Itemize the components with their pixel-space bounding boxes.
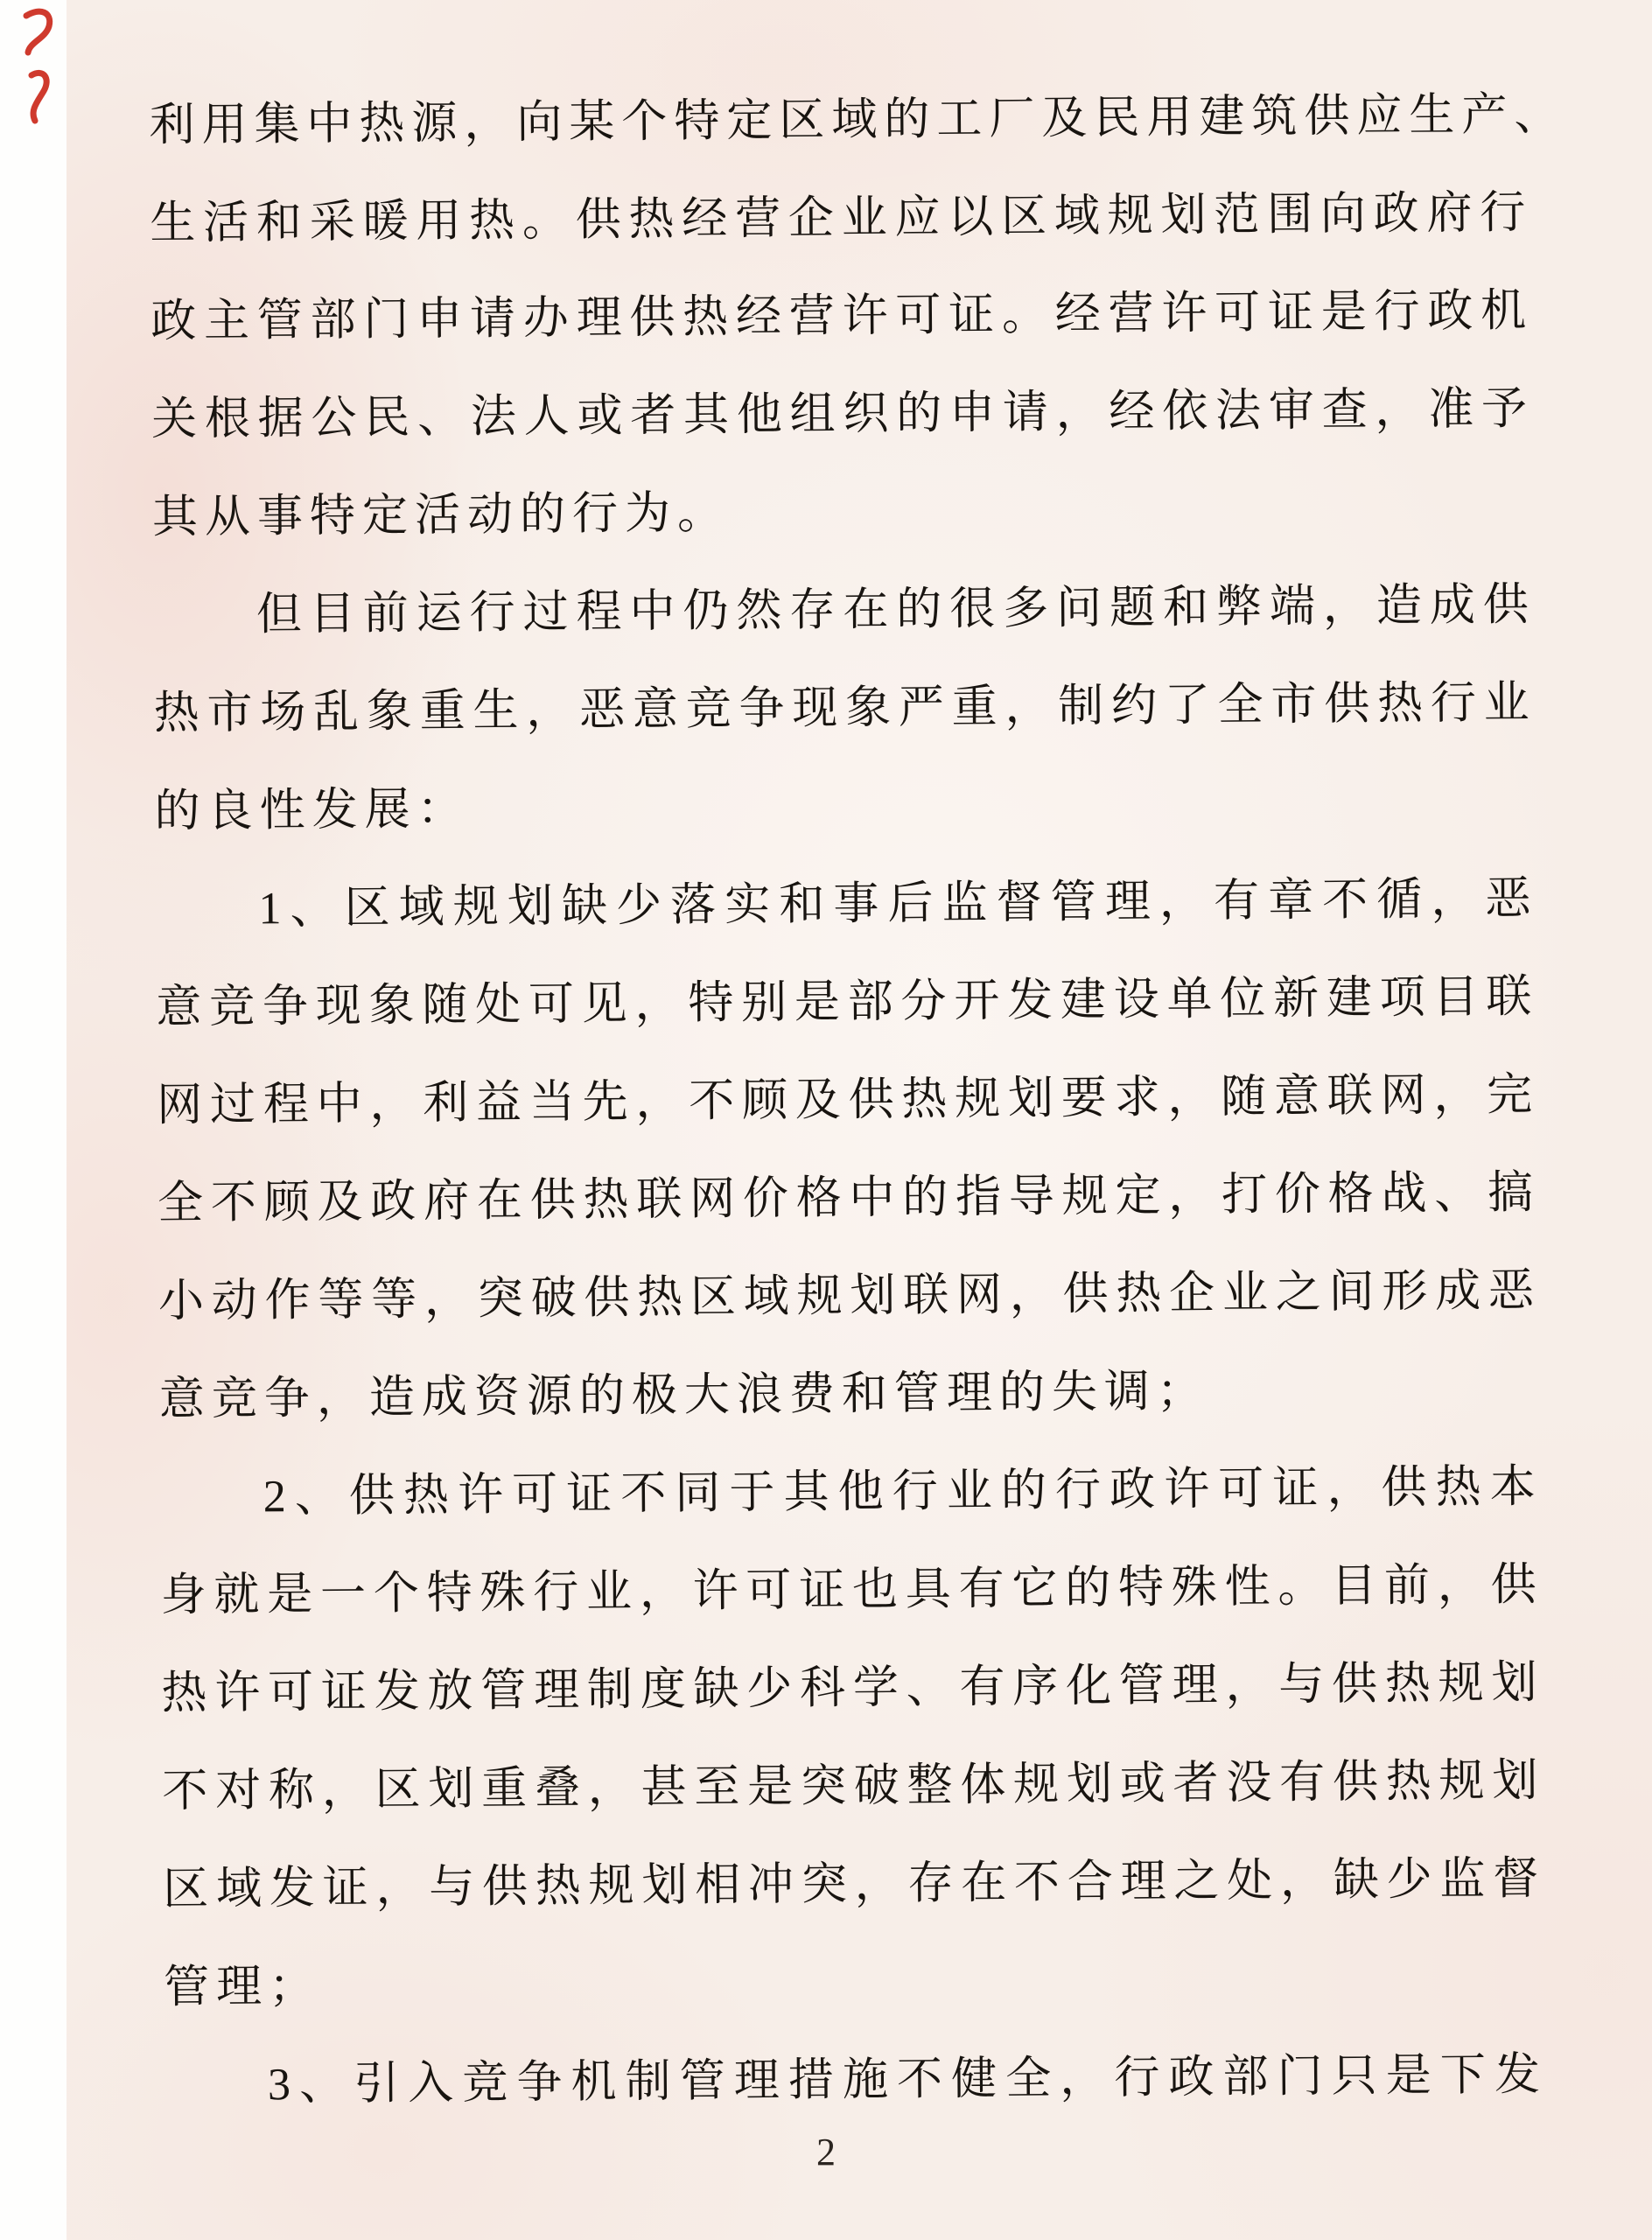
text-line <box>158 1340 1542 1449</box>
text-line <box>152 556 1536 665</box>
text-line-content: 区域发证，与供热规划相冲突，存在不合理之处，缺少监督 <box>163 1853 1546 1915</box>
text-line-content: 利用集中热源，向某个特定区域的工厂及民用建筑供应生产、 <box>149 89 1567 151</box>
text-line <box>163 1830 1546 1939</box>
text-line <box>162 1732 1545 1841</box>
text-line-content: 不对称，区划重叠，甚至是突破整体规划或者没有供热规划 <box>162 1755 1545 1817</box>
text-line-content: 热市场乱象重生，恶意竞争现象严重，制约了全市供热行业 <box>153 677 1536 739</box>
text-line <box>149 66 1567 175</box>
text-line-content: 热许可证发放管理制度缺少科学、有序化管理，与供热规划 <box>161 1657 1544 1719</box>
body-text <box>149 66 1567 2135</box>
text-line-content: 意竞争，造成资源的极大浪费和管理的失调； <box>158 1366 1210 1425</box>
text-line <box>160 1536 1544 1645</box>
text-line <box>153 654 1536 763</box>
page-number: 2 <box>816 2131 836 2174</box>
text-line-content: 其从事特定活动的行为。 <box>151 488 731 543</box>
text-line <box>154 752 1537 861</box>
text-line <box>158 1144 1541 1253</box>
text-line-content: 生活和采暖用热。供热经营企业应以区域规划范围向政府行 <box>150 187 1533 249</box>
text-line <box>152 458 1536 567</box>
text-line-content: 政主管部门申请办理供热经营许可证。经营许可证是行政机 <box>150 285 1534 347</box>
text-line <box>150 262 1534 371</box>
text-line-content: 全不顾及政府在供热联网价格中的指导规定，打价格战、搞 <box>157 1167 1541 1229</box>
text-line-content: 小动作等等，突破供热区域规划联网，供热企业之间形成恶 <box>158 1265 1542 1327</box>
text-line-content: 的良性发展： <box>154 784 470 837</box>
text-line <box>150 164 1533 273</box>
text-line <box>157 1046 1540 1155</box>
text-line <box>164 2026 1548 2135</box>
text-line <box>155 850 1538 959</box>
text-line <box>151 360 1535 469</box>
text-line-content: 管理； <box>163 1961 322 2013</box>
text-line-content: 关根据公民、法人或者其他组织的申请，经依法审查，准予 <box>150 383 1535 445</box>
text-line-content: 意竞争现象随处可见，特别是部分开发建设单位新建项目联 <box>156 971 1539 1033</box>
text-line-content: 1、区域规划缺少落实和事后监督管理，有章不循，恶 <box>258 873 1538 934</box>
scan-edge-strip <box>0 0 66 2240</box>
text-line <box>161 1634 1544 1743</box>
text-line-content: 但目前运行过程中仍然存在的很多问题和弊端，造成供 <box>256 579 1536 640</box>
text-line-content: 网过程中，利益当先，不顾及供热规划要求，随意联网，完 <box>157 1069 1540 1131</box>
text-line <box>156 948 1539 1057</box>
text-line-content: 2、供热许可证不同于其他行业的行政许可证，供热本 <box>262 1461 1543 1522</box>
text-line <box>164 1928 1547 2037</box>
text-line <box>158 1242 1542 1351</box>
text-line-content: 3、引入竞争机制管理措施不健全，行政部门只是下发 <box>267 2049 1548 2110</box>
text-line <box>159 1438 1543 1547</box>
text-line-content: 身就是一个特殊行业，许可证也具有它的特殊性。目前，供 <box>160 1559 1544 1621</box>
red-pen-marks-icon <box>14 5 70 128</box>
